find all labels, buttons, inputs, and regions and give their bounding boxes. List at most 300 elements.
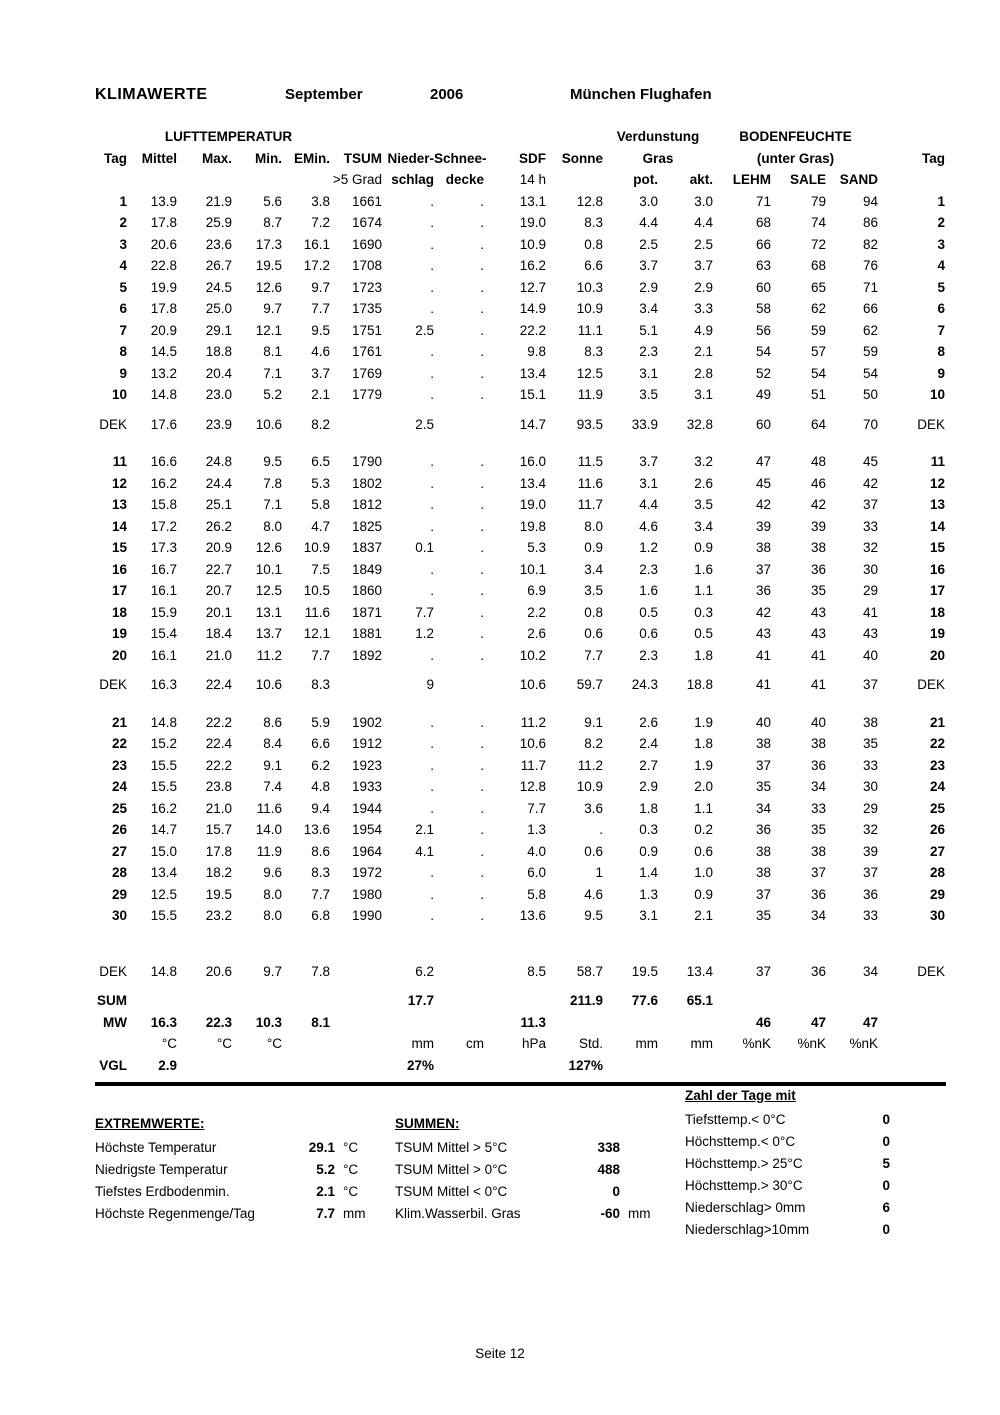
table-cell: 9.7: [263, 963, 282, 979]
stat-row: [95, 1206, 366, 1228]
table-cell: [330, 414, 382, 436]
table-cell: 1.1: [694, 800, 714, 816]
table-row-day: [95, 905, 945, 927]
table-cell: 2.1: [311, 387, 330, 403]
summen-block: [395, 1116, 651, 1228]
table-cell: .: [430, 779, 434, 795]
table-row-day: [95, 494, 945, 516]
table-cell: 10.5: [303, 583, 330, 599]
table-cell: 1: [595, 865, 603, 881]
table-cell: 21.0: [205, 800, 232, 816]
table-row-day: [95, 798, 945, 820]
table-cell: 12.5: [576, 365, 603, 381]
table-cell: 9: [426, 677, 434, 693]
table-cell: mm: [635, 1036, 658, 1052]
table-cell: 3.5: [584, 583, 603, 599]
table-cell: 2.3: [639, 561, 658, 577]
table-cell: [177, 990, 232, 1012]
stat-label: Höchsttemp.> 30°C: [685, 1178, 803, 1193]
table-cell: .: [480, 454, 484, 470]
stat-row: [395, 1184, 651, 1206]
table-cell: 58.7: [576, 963, 603, 979]
table-cell: 5.8: [311, 497, 330, 513]
table-cell: 37: [755, 561, 772, 577]
table-row-sum: [95, 990, 945, 1012]
table-cell: .: [430, 865, 434, 881]
header-month: September: [285, 86, 363, 103]
table-cell: 6.8: [311, 908, 330, 924]
table-cell: 7.8: [263, 475, 282, 491]
table-cell: [232, 990, 282, 1012]
table-cell: DEK: [99, 416, 127, 432]
table-cell: 94: [863, 193, 879, 209]
table-cell: [127, 990, 177, 1012]
table-cell: 20.9: [150, 322, 177, 338]
table-cell: 10.3: [576, 279, 603, 295]
table-cell: 36: [810, 886, 827, 902]
table-cell: 1.9: [694, 714, 714, 730]
stat-label: Niederschlag> 0mm: [685, 1200, 806, 1215]
table-cell: 47: [755, 454, 772, 470]
table-cell: 20.9: [205, 540, 232, 556]
table-cell: 13.4: [519, 365, 546, 381]
sub-sale: SALE: [790, 172, 827, 188]
stat-label: Höchsttemp.< 0°C: [685, 1134, 796, 1149]
table-cell: 25.0: [205, 301, 232, 317]
table-cell: 19.9: [150, 279, 177, 295]
table-cell: 43: [810, 604, 827, 620]
table-cell: 10.9: [303, 540, 330, 556]
table-cell: 1902: [351, 714, 382, 730]
table-cell: 18: [111, 604, 127, 620]
table-cell: 16.1: [150, 647, 177, 663]
table-cell: 1674: [351, 215, 382, 231]
table-cell: .: [480, 865, 484, 881]
table-cell: 76: [863, 258, 879, 274]
table-cell: 0.9: [694, 886, 714, 902]
table-cell: 1802: [351, 475, 382, 491]
stat-unit: °C: [343, 1184, 359, 1199]
table-cell: 1723: [351, 279, 382, 295]
stat-value: -60: [600, 1206, 620, 1221]
table-cell: 8.6: [263, 714, 282, 730]
table-cell: 59.7: [576, 677, 603, 693]
table-cell: 79: [810, 193, 827, 209]
table-cell: 2.3: [639, 344, 658, 360]
table-cell: 2.4: [639, 736, 658, 752]
table-cell: 11.3: [520, 1014, 546, 1030]
table-cell: 38: [810, 736, 827, 752]
table-cell: 14.9: [519, 301, 546, 317]
table-cell: [282, 990, 330, 1012]
table-cell: 34: [755, 800, 772, 816]
table-cell: VGL: [99, 1057, 127, 1073]
table-cell: 54: [810, 365, 827, 381]
table-cell: 8.7: [263, 215, 282, 231]
table-cell: 7.8: [311, 963, 330, 979]
table-cell: 1944: [351, 800, 382, 816]
table-cell: 7.7: [311, 301, 330, 317]
table-cell: 16.2: [150, 475, 177, 491]
table-cell: 10.6: [519, 736, 546, 752]
table-cell: 1769: [351, 365, 382, 381]
table-cell: 0.9: [694, 540, 714, 556]
header-station: München Flughafen: [570, 86, 712, 103]
stat-value: 0: [882, 1134, 890, 1149]
table-cell: 0.9: [639, 843, 658, 859]
table-cell: 9: [119, 365, 127, 381]
table-cell: hPa: [521, 1036, 546, 1052]
table-cell: 8.2: [311, 416, 330, 432]
stat-row: [395, 1140, 651, 1162]
table-cell: 8.1: [311, 1014, 330, 1030]
table-cell: 25: [930, 800, 946, 816]
col-tsum: TSUM: [343, 150, 382, 166]
table-cell: [771, 1055, 826, 1077]
table-row-dek: [95, 961, 945, 983]
stat-value: 5: [882, 1156, 890, 1171]
table-cell: 6: [937, 301, 946, 317]
table-cell: 27%: [406, 1057, 434, 1073]
stat-label: TSUM Mittel > 0°C: [395, 1162, 508, 1177]
table-cell: 9.1: [584, 714, 603, 730]
table-cell: 42: [810, 497, 827, 513]
table-cell: 1.8: [694, 736, 714, 752]
table-cell: 40: [810, 714, 827, 730]
table-cell: 46: [755, 1014, 772, 1030]
stat-row: [95, 1162, 366, 1184]
table-cell: 36: [810, 963, 827, 979]
table-cell: 15.7: [205, 822, 232, 838]
col-tag: Tag: [104, 150, 127, 166]
table-cell: 18: [930, 604, 946, 620]
table-cell: 15.8: [150, 497, 177, 513]
table-cell: 41: [863, 604, 879, 620]
table-row-spacer: [95, 666, 945, 674]
table-cell: 13.1: [519, 193, 546, 209]
table-cell: 23.6: [205, 236, 232, 252]
table-cell: 26: [930, 822, 946, 838]
table-cell: 27: [111, 843, 127, 859]
table-cell: [658, 1012, 713, 1034]
stat-value: 29.1: [308, 1140, 335, 1155]
table-cell: .: [430, 561, 434, 577]
col-sonne: Sonne: [561, 150, 603, 166]
table-cell: 1.9: [694, 757, 714, 773]
table-cell: 77.6: [631, 993, 658, 1009]
table-cell: 1708: [351, 258, 382, 274]
table-cell: 21: [930, 714, 946, 730]
table-cell: 22.8: [150, 258, 177, 274]
table-cell: .: [480, 736, 484, 752]
table-cell: .: [480, 886, 484, 902]
table-cell: 43: [863, 626, 879, 642]
table-cell: 52: [755, 365, 772, 381]
table-cell: 127%: [568, 1057, 603, 1073]
table-cell: 1812: [351, 497, 382, 513]
table-cell: 6.6: [311, 736, 330, 752]
table-cell: [330, 1012, 382, 1034]
table-row-day: [95, 776, 945, 798]
table-cell: 16.0: [519, 454, 546, 470]
table-cell: 66: [755, 236, 772, 252]
col-emin: EMin.: [294, 150, 330, 166]
table-cell: 3.0: [639, 193, 658, 209]
table-cell: .: [480, 193, 484, 209]
table-cell: %nK: [742, 1036, 772, 1052]
table-cell: .: [430, 236, 434, 252]
stat-value: 0: [612, 1184, 620, 1199]
table-cell: 29: [930, 886, 946, 902]
table-cell: 71: [863, 279, 879, 295]
separator-double-rule: [95, 1082, 946, 1086]
sub-sdf: 14 h: [519, 172, 546, 188]
table-cell: 33.9: [631, 416, 658, 432]
table-cell: 1980: [351, 886, 382, 902]
table-cell: .: [480, 344, 484, 360]
table-cell: .: [480, 908, 484, 924]
table-cell: 12.6: [255, 540, 282, 556]
table-cell: 7.7: [311, 647, 330, 663]
table-cell: 0.8: [584, 236, 603, 252]
table-cell: 35: [810, 583, 827, 599]
table-cell: 1892: [351, 647, 382, 663]
table-cell: 4.4: [694, 215, 714, 231]
table-cell: 65.1: [686, 993, 714, 1009]
table-cell: 18.4: [205, 626, 232, 642]
table-cell: 13.7: [255, 626, 282, 642]
table-row-spacer2: [95, 696, 945, 712]
table-cell: 45: [863, 454, 879, 470]
table-cell: 4: [937, 258, 946, 274]
table-cell: 60: [755, 416, 772, 432]
table-cell: 3.1: [639, 475, 658, 491]
table-cell: 1.3: [639, 886, 658, 902]
table-row-day: [95, 341, 945, 363]
table-cell: 1790: [351, 454, 382, 470]
table-cell: 2.1: [694, 344, 714, 360]
table-cell: 93.5: [576, 416, 603, 432]
table-cell: 1.2: [415, 626, 434, 642]
table-cell: 5.6: [263, 193, 282, 209]
table-cell: 0.5: [694, 626, 714, 642]
table-cell: 2.1: [694, 908, 714, 924]
table-cell: 9.7: [311, 279, 330, 295]
table-cell: 17.2: [303, 258, 330, 274]
table-cell: [330, 961, 382, 983]
table-row-spacer3: [95, 927, 945, 961]
table-cell: 35: [755, 779, 772, 795]
table-cell: .: [480, 604, 484, 620]
table-cell: 3.8: [311, 193, 330, 209]
table-cell: 16.1: [303, 236, 330, 252]
table-row-units: [95, 1033, 945, 1055]
table-row-day: [95, 862, 945, 884]
table-cell: [878, 1012, 945, 1034]
stat-value: 5.2: [316, 1162, 335, 1177]
zahl-der-tage-rows: [685, 1112, 890, 1244]
sub-nieder: schlag: [391, 172, 434, 188]
table-cell: .: [430, 387, 434, 403]
table-cell: 2.6: [527, 626, 546, 642]
table-cell: 19: [930, 626, 946, 642]
col-nieder: Nieder-: [387, 150, 434, 166]
table-cell: 211.9: [569, 993, 603, 1009]
table-cell: 21.0: [205, 647, 232, 663]
table-row-day: [95, 191, 945, 213]
table-cell: °C: [161, 1036, 177, 1052]
table-cell: SUM: [97, 993, 127, 1009]
table-cell: 2.9: [639, 279, 658, 295]
table-cell: 14.7: [150, 822, 177, 838]
table-cell: 22.4: [205, 736, 232, 752]
table-cell: 5.3: [527, 540, 546, 556]
table-cell: 24: [930, 779, 946, 795]
table-cell: 18.2: [205, 865, 232, 881]
table-cell: 22.2: [205, 714, 232, 730]
table-cell: 14.5: [150, 344, 177, 360]
table-row-day: [95, 884, 945, 906]
table-cell: [546, 1012, 603, 1034]
table-cell: 25.9: [205, 215, 232, 231]
table-cell: 82: [863, 236, 879, 252]
table-cell: 65: [810, 279, 827, 295]
table-cell: 20.6: [150, 236, 177, 252]
table-cell: 8: [119, 344, 127, 360]
table-cell: 20.6: [205, 963, 232, 979]
table-cell: 0.8: [584, 604, 603, 620]
table-cell: 54: [755, 344, 772, 360]
table-cell: 12.1: [303, 626, 330, 642]
table-cell: 37: [755, 757, 772, 773]
table-cell: 17.8: [150, 301, 177, 317]
table-cell: 51: [810, 387, 827, 403]
table-cell: 2.8: [694, 365, 714, 381]
table-cell: 56: [755, 322, 772, 338]
table-cell: 33: [863, 757, 879, 773]
stat-label: Höchste Regenmenge/Tag: [95, 1206, 255, 1221]
extremwerte-rows: [95, 1140, 366, 1228]
sub-pot: pot.: [633, 172, 658, 188]
table-cell: 20.1: [205, 604, 232, 620]
table-row-day: [95, 298, 945, 320]
table-cell: 1761: [351, 344, 382, 360]
table-cell: 6.2: [311, 757, 330, 773]
table-cell: .: [480, 714, 484, 730]
table-cell: 11: [930, 454, 946, 470]
table-cell: 9: [937, 365, 946, 381]
table-cell: 2: [119, 215, 127, 231]
table-cell: 11.6: [577, 475, 603, 491]
extremwerte-title: EXTREMWERTE:: [95, 1116, 205, 1131]
table-cell: [603, 1012, 658, 1034]
table-cell: [434, 674, 484, 696]
table-cell: 68: [810, 258, 827, 274]
table-cell: 15.5: [150, 757, 177, 773]
table-cell: 3.7: [639, 454, 658, 470]
table-row-day: [95, 602, 945, 624]
table-cell: [434, 961, 484, 983]
table-cell: 20: [111, 647, 127, 663]
table-cell: 16.2: [150, 800, 177, 816]
table-cell: 0.5: [639, 604, 658, 620]
table-cell: 38: [755, 540, 772, 556]
table-cell: 22.4: [205, 677, 232, 693]
table-row-day: [95, 234, 945, 256]
table-cell: 2.9: [158, 1057, 177, 1073]
zahl-der-tage-title: Zahl der Tage mit: [685, 1088, 796, 1103]
table-cell: 9.1: [263, 757, 282, 773]
stat-value: 7.7: [316, 1206, 335, 1221]
table-cell: 1990: [351, 908, 382, 924]
table-cell: 27: [930, 843, 946, 859]
table-cell: 22.2: [205, 757, 232, 773]
table-cell: DEK: [917, 416, 946, 432]
table-cell: 16.7: [150, 561, 177, 577]
table-cell: 1837: [351, 540, 382, 556]
table-cell: 17.7: [407, 993, 434, 1009]
stat-label: Niederschlag>10mm: [685, 1222, 810, 1237]
table-cell: 8.6: [311, 843, 330, 859]
stat-row: [685, 1200, 890, 1222]
table-cell: .: [430, 757, 434, 773]
col-min: Min.: [255, 150, 282, 166]
stat-label: Höchste Temperatur: [95, 1140, 217, 1155]
table-cell: 0.6: [584, 843, 603, 859]
sub-akt: akt.: [689, 172, 714, 188]
table-cell: 1.8: [694, 647, 714, 663]
stat-unit: °C: [343, 1140, 359, 1155]
table-cell: 14.0: [255, 822, 282, 838]
table-cell: .: [430, 344, 434, 360]
table-cell: 33: [863, 518, 879, 534]
table-cell: 1.0: [694, 865, 714, 881]
table-cell: 24.4: [205, 475, 232, 491]
table-cell: 19.5: [631, 963, 658, 979]
table-cell: 20.7: [205, 583, 232, 599]
table-cell: 34: [810, 779, 827, 795]
table-cell: 9.8: [527, 344, 546, 360]
table-cell: 12.5: [150, 886, 177, 902]
table-cell: mm: [411, 1036, 434, 1052]
table-cell: 30: [863, 561, 879, 577]
table-cell: 16: [111, 561, 127, 577]
table-cell: 37: [755, 886, 772, 902]
table-cell: 35: [755, 908, 772, 924]
extremwerte-block: [95, 1116, 366, 1228]
table-cell: 13.4: [150, 865, 177, 881]
table-cell: .: [430, 886, 434, 902]
table-cell: 36: [810, 757, 827, 773]
stat-value: 0: [882, 1178, 890, 1193]
table-cell: 23.2: [205, 908, 232, 924]
table-cell: .: [480, 518, 484, 534]
table-cell: 10.6: [255, 416, 282, 432]
table-row-mw: [95, 1012, 945, 1034]
table-cell: 4.4: [639, 215, 658, 231]
table-cell: 59: [810, 322, 827, 338]
col-tag-right: Tag: [922, 150, 946, 166]
table-cell: 24.3: [631, 677, 658, 693]
table-subheader-row: [95, 169, 945, 191]
table-cell: 68: [755, 215, 772, 231]
table-cell: 1954: [351, 822, 382, 838]
table-cell: 9.5: [263, 454, 282, 470]
table-cell: [484, 990, 546, 1012]
table-cell: 12.8: [576, 193, 603, 209]
table-cell: 47: [810, 1014, 827, 1030]
table-cell: 30: [111, 908, 127, 924]
